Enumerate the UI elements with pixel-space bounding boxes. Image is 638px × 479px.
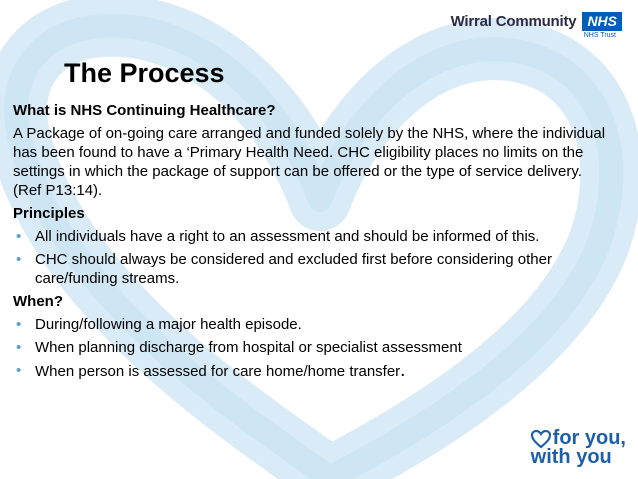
list-item (13, 250, 613, 288)
bullet-icon: • (16, 362, 22, 379)
tagline-line2: with you (530, 446, 612, 468)
bullet-icon: • (16, 251, 22, 268)
bullet-icon: • (16, 316, 22, 333)
slide-title: The Process (64, 58, 225, 88)
logo-row (451, 12, 622, 31)
when-heading: When? (13, 293, 63, 310)
tagline-line1: for you, (552, 427, 626, 449)
list-item (13, 361, 613, 381)
principle-text: CHC should always be considered and excluded first before considering other care/funding streams. (35, 251, 552, 287)
heart-icon (531, 430, 551, 448)
list-item (13, 227, 613, 246)
when-list (13, 315, 613, 381)
bullet-icon: • (16, 228, 22, 245)
principle-text: All individuals have a right to an assessment and should be informed of this. (35, 228, 540, 245)
logo-trust-label: NHS Trust (583, 32, 616, 39)
slide-content (13, 101, 613, 385)
principles-list (13, 227, 613, 288)
logo-organisation-name: Wirral Community (450, 13, 577, 30)
final-period: . (400, 360, 406, 381)
list-item (13, 338, 613, 357)
what-body: A Package of on-going care arranged and funded solely by the NHS, where the individual has been found to have a ‘Primary Health Need. CHC eligibility places no limits on the settings in which the package of support can be offered or the type of service delivery. (Ref P13:14). (13, 125, 606, 199)
nhs-badge: NHS (582, 12, 622, 31)
when-text: When person is assessed for care home/home transfer (35, 363, 401, 380)
when-text: During/following a major health episode. (35, 316, 302, 333)
principles-heading: Principles (13, 205, 85, 222)
bullet-icon: • (16, 339, 22, 356)
list-item (13, 315, 613, 334)
when-text: When planning discharge from hospital or specialist assessment (35, 339, 462, 356)
for-you-with-you-logo (531, 429, 626, 467)
what-heading: What is NHS Continuing Healthcare? (13, 102, 276, 119)
nhs-trust-logo (451, 12, 622, 39)
